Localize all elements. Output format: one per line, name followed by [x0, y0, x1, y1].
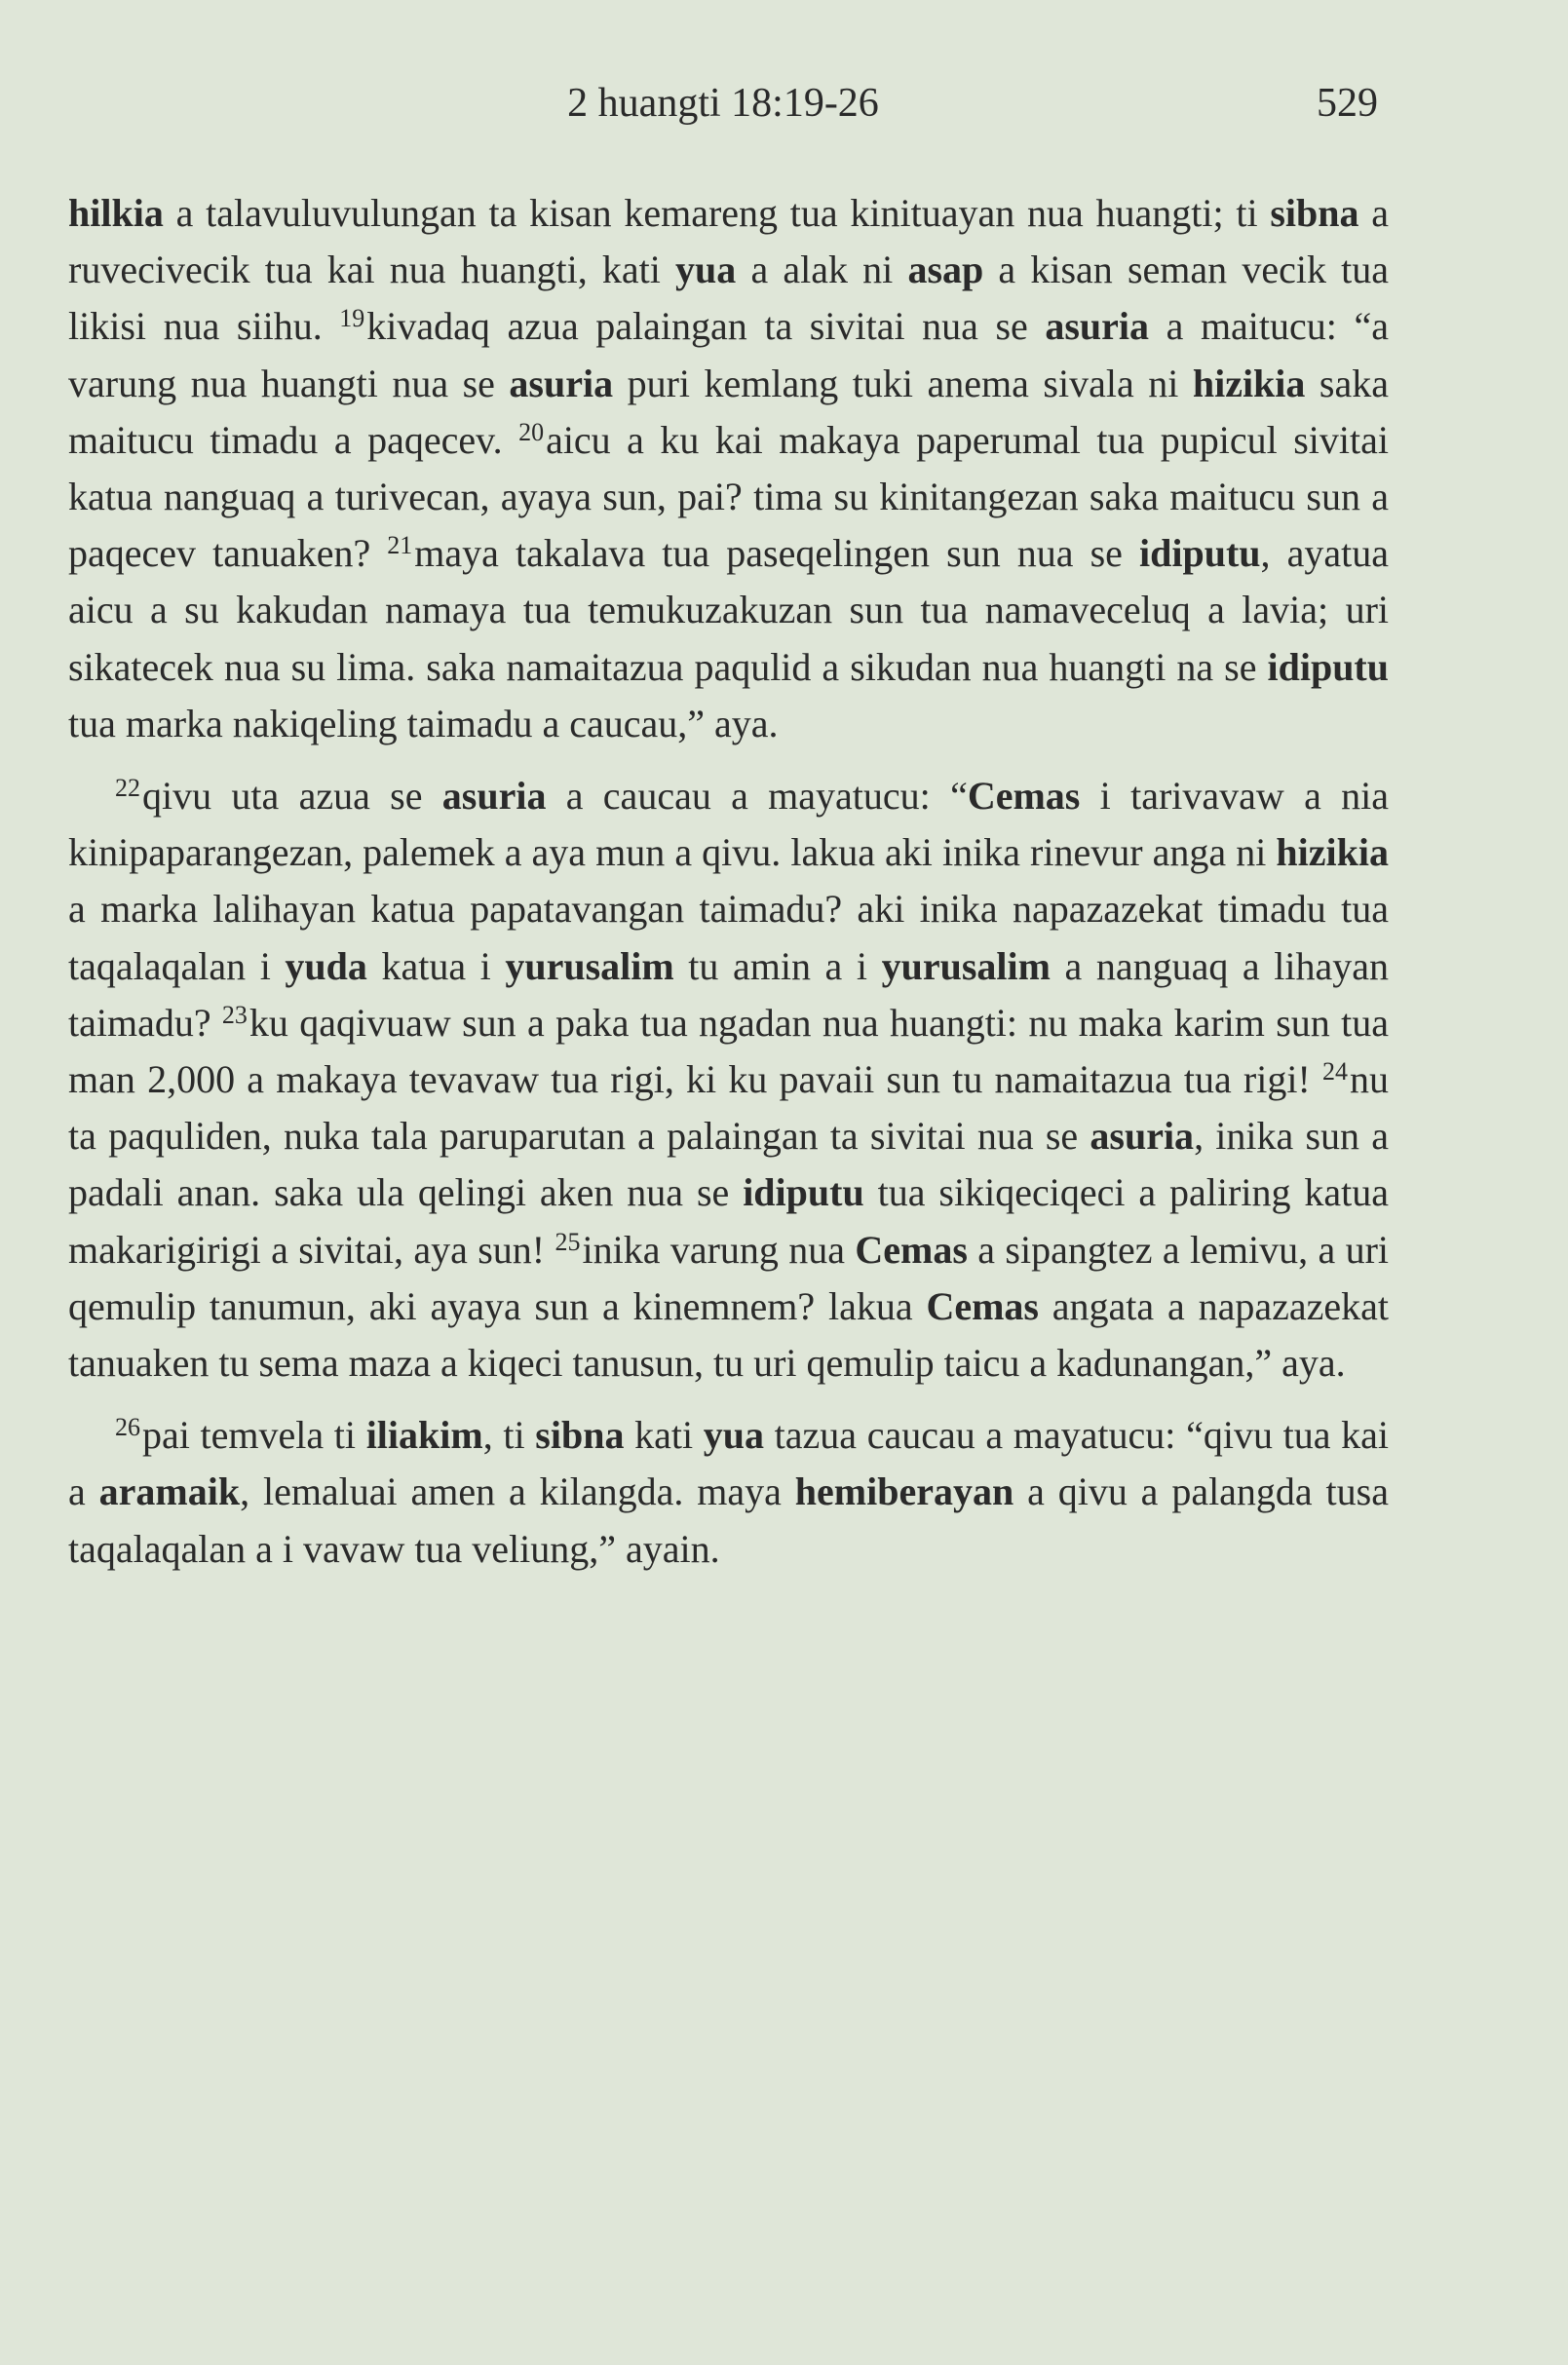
text-run: kati — [624, 1413, 704, 1458]
bold-name: asuria — [441, 774, 547, 819]
text-run: a caucau a mayatucu: “ — [546, 774, 968, 819]
text-run: nu ta paquliden, nuka tala paruparutan a palaingan ta sivitai nua se — [68, 1057, 1389, 1159]
verse-number: 21 — [387, 531, 413, 560]
bold-name: idiputu — [743, 1170, 864, 1215]
bold-name: asap — [907, 248, 984, 292]
paragraph-2 — [68, 768, 1389, 1392]
running-title: 2 huangti 18:19-26 — [567, 81, 879, 126]
text-run: tua sikiqeciqeci a paliring katua makarigirigi a sivitai, aya sun! — [68, 1170, 1389, 1272]
paragraph-1 — [68, 185, 1389, 752]
text-run: maya takalava tua paseqelingen sun nua se — [414, 531, 1140, 576]
bold-name: yua — [675, 248, 737, 292]
text-run: a kisan seman vecik tua likisi nua siihu. — [68, 248, 1389, 349]
text-run: , inika sun a padali anan. saka ula qelingi aken nua se — [68, 1114, 1389, 1215]
bold-name: yuda — [285, 943, 367, 988]
text-run: pai temvela ti — [142, 1413, 366, 1458]
text-run: puri kemlang tuki anema sivala ni — [613, 361, 1193, 405]
bold-name: sibna — [535, 1413, 625, 1458]
bold-name: yurusalim — [505, 943, 674, 988]
bold-name: sibna — [1270, 191, 1359, 235]
text-run: a ruvecivecik tua kai nua huangti, kati — [68, 191, 1389, 292]
bold-name: hemiberayan — [794, 1469, 1014, 1514]
text-run: , ayatua aicu a su kakudan namaya tua temukuzakuzan sun tua namaveceluq a lavia; uri sikatecek nua su lima. saka namaitazua paqulid a sikudan nua huangti na se — [68, 531, 1389, 689]
text-run: aicu a ku kai makaya paperumal tua pupicul sivitai katua nanguaq a turivecan, ayaya sun, pai? tima su kinitangezan saka maitucu sun a paqecev tanuaken? — [68, 417, 1389, 576]
text-run: tu amin a i — [673, 943, 882, 988]
text-run: a talavuluvulungan ta kisan kemareng tua kinituayan nua huangti; ti — [163, 191, 1271, 235]
text-run: a maitucu: “a varung nua huangti nua se — [68, 304, 1389, 405]
verse-number: 19 — [339, 304, 365, 333]
text-run: a sipangtez a lemivu, a uri qemulip tanumun, aki ayaya sun a kinemnem? lakua — [68, 1227, 1389, 1328]
bold-name: hizikia — [1276, 830, 1389, 875]
bold-name: hizikia — [1192, 361, 1306, 405]
bold-name: Cemas — [926, 1283, 1039, 1328]
bold-name: asuria — [509, 361, 614, 405]
text-run: a nanguaq a lihayan taimadu? — [68, 943, 1389, 1045]
text-run: angata a napazazekat tanuaken tu sema maza a kiqeci tanusun, tu uri qemulip taicu a kadunangan,” aya. — [68, 1283, 1389, 1386]
verse-number: 20 — [518, 417, 545, 446]
text-run: a qivu a palangda tusa taqalaqalan a i vavaw tua veliung,” ayain. — [68, 1469, 1389, 1571]
bold-name: Cemas — [967, 774, 1081, 819]
verse-number: 22 — [115, 774, 140, 803]
bold-name: asuria — [1090, 1114, 1195, 1159]
text-run: tazua caucau a mayatucu: “qivu tua kai a — [68, 1413, 1389, 1514]
bold-name: idiputu — [1139, 531, 1261, 576]
text-run: i tarivavaw a nia kinipaparangezan, palemek a aya mun a qivu. lakua aki inika rinevur anga ni — [68, 774, 1390, 875]
bold-name: asuria — [1045, 304, 1150, 349]
text-run: inika varung nua — [582, 1227, 856, 1272]
verse-number: 26 — [115, 1413, 140, 1442]
bold-name: yua — [703, 1413, 765, 1458]
bold-name: yurusalim — [881, 943, 1051, 988]
text-run: , lemaluai amen a kilangda. maya — [240, 1469, 795, 1514]
bold-name: aramaik — [98, 1469, 241, 1514]
text-run: kivadaq azua palaingan ta sivitai nua se — [366, 304, 1046, 349]
paragraph-3 — [68, 1407, 1389, 1578]
verse-number: 25 — [555, 1227, 581, 1256]
bold-name: Cemas — [855, 1227, 968, 1272]
bold-name: iliakim — [365, 1413, 483, 1458]
bold-name: hilkia — [68, 191, 164, 235]
page-number: 529 — [1317, 81, 1378, 126]
verse-number: 24 — [1322, 1057, 1348, 1087]
body-text — [68, 185, 1389, 1578]
text-run: tua marka nakiqeling taimadu a caucau,” aya. — [68, 701, 779, 745]
text-run: , ti — [482, 1413, 536, 1458]
text-run: qivu uta azua se — [142, 774, 442, 819]
bold-name: idiputu — [1267, 644, 1389, 689]
text-run: saka maitucu timadu a paqecev. — [68, 361, 1390, 462]
text-run: a marka lalihayan katua papatavangan taimadu? aki inika napazazekat timadu tua taqalaqalan i — [68, 887, 1389, 988]
page-header — [68, 80, 1378, 148]
text-run: a alak ni — [736, 248, 908, 292]
text-run: ku qaqivuaw sun a paka tua ngadan nua huangti: nu maka karim sun tua man 2,000 a makaya tevavaw tua rigi, ki ku pavaii sun tu namaitazua tua rigi! — [68, 1000, 1389, 1102]
text-run: katua i — [366, 943, 506, 988]
verse-number: 23 — [221, 1000, 248, 1029]
